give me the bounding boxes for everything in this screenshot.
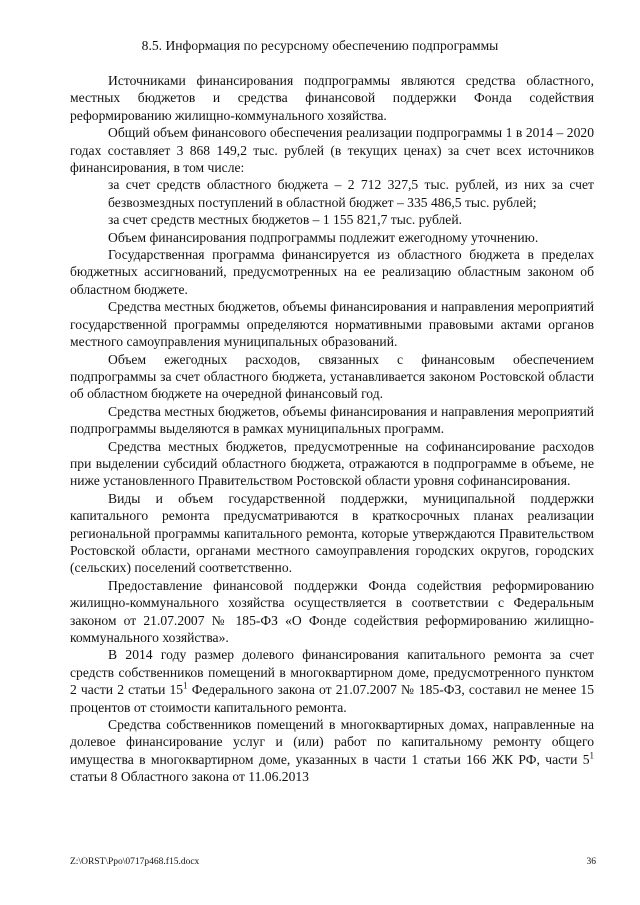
share-financing-text-end: Федерального закона от 21.07.2007 № 185-ФЗ, составил не менее 15 процентов от стоимости капитального ремонта. xyxy=(70,682,594,715)
paragraph-fund-support: Предоставление финансовой поддержки Фонда содействия реформированию жилищно-коммунального хозяйства осуществляется в соответствии с Федеральным законом от 21.07.2007 № 185-ФЗ «О Фонде содействия реформированию жилищно-коммунального хозяйства». xyxy=(70,577,594,645)
paragraph-owner-funds xyxy=(70,716,594,786)
paragraph-total-volume: Общий объем финансового обеспечения реализации подпрограммы 1 в 2014 – 2020 годах составляет 3 868 149,2 тыс. рублей (в текущих ценах) за счет всех источников финансирования, в том числе: xyxy=(70,125,594,176)
footer-page-number: 36 xyxy=(586,857,596,867)
paragraph-funding-sources: Источниками финансирования подпрограммы являются средства областного, местных бюджетов и средства финансовой поддержки Фонда содействия реформированию жилищно-коммунального хозяйства. xyxy=(70,73,594,123)
section-heading: 8.5. Информация по ресурсному обеспечению подпрограммы xyxy=(141,38,499,53)
paragraph-municipal-programs: Средства местных бюджетов, объемы финансирования и направления мероприятий подпрограммы выделяются в рамках муниципальных программ. xyxy=(70,403,594,437)
paragraph-cofinancing: Средства местных бюджетов, предусмотренные на софинансирование расходов при выделении субсидий областного бюджета, отражаются в подпрограмме в объеме, не ниже установленного Правительством Ростовской области уровня софинансирования. xyxy=(70,438,594,489)
paragraph-regional-budget: за счет средств областного бюджета – 2 712 327,5 тыс. рублей, из них за счет безвозмездных поступлений в областной бюджет – 335 486,5 тыс. рублей; xyxy=(108,177,594,210)
share-financing-text-start: В 2014 году размер долевого финансирования капитального ремонта за счет средств собственников помещений в многоквартирном доме, предусмотренного пунктом 2 части 2 статьи 15 xyxy=(70,647,594,698)
paragraph-share-financing xyxy=(70,646,594,716)
paragraph-state-program-funding: Государственная программа финансируется из областного бюджета в пределах бюджетных ассигнований, предусмотренных на ее реализацию областным законом об областном бюджете. xyxy=(70,247,594,297)
paragraph-annual-adjustment: Объем финансирования подпрограммы подлежит ежегодному уточнению. xyxy=(108,229,539,245)
owner-funds-text-end: статьи 8 Областного закона от 11.06.2013 xyxy=(70,769,309,785)
paragraph-local-budgets: за счет средств местных бюджетов – 1 155 821,7 тыс. рублей. xyxy=(108,212,463,228)
footnote-superscript: 1 xyxy=(589,750,594,761)
paragraph-municipal-acts: Средства местных бюджетов, объемы финансирования и направления мероприятий государственной программы определяются нормативными правовыми актами органов местного самоуправления муниципальных образований. xyxy=(70,299,594,350)
footer-file-path: Z:\ORST\Ppo\0717p468.f15.docx xyxy=(70,857,200,867)
footnote-superscript: 1 xyxy=(183,680,188,691)
document-body xyxy=(70,72,594,786)
owner-funds-text-start: Средства собственников помещений в многоквартирных домах, направленные на долевое финансирование услуг и (или) работ по капитальному ремонту общего имущества в многоквартирном доме, указанных в части 1 статьи 166 ЖК РФ, части 5 xyxy=(70,717,594,767)
paragraph-support-types: Виды и объем государственной поддержки, муниципальной поддержки капитального ремонта предусматриваются в краткосрочных планах реализации региональной программы капитального ремонта, которые утверждаются Правительством Ростовской области, органами местного самоуправления городских округов, городских (сельских) поселений соответственно. xyxy=(70,490,594,576)
paragraph-annual-expenses: Объем ежегодных расходов, связанных с финансовым обеспечением подпрограммы за счет областного бюджета, устанавливается законом Ростовской области об областном бюджете на очередной финансовый год. xyxy=(70,351,594,402)
